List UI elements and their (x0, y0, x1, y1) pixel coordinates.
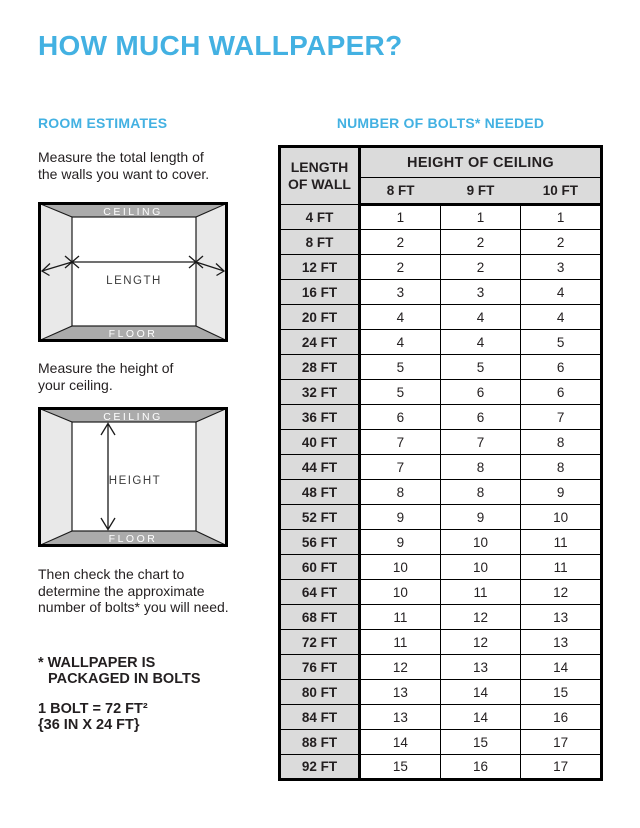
bolt-count-cell: 7 (360, 430, 441, 455)
instruction-line: number of bolts* you will need. (38, 599, 229, 615)
bolt-count-cell: 7 (360, 455, 441, 480)
wall-length-cell: 16 FT (280, 280, 360, 305)
bolt-count-cell: 14 (440, 705, 521, 730)
room-height-diagram (38, 407, 228, 547)
wall-length-cell: 20 FT (280, 305, 360, 330)
bolt-count-cell: 15 (521, 680, 602, 705)
bolt-count-cell: 8 (440, 455, 521, 480)
instruction-line: determine the approximate (38, 582, 205, 599)
bolt-count-cell: 12 (440, 605, 521, 630)
bolt-size-note (38, 701, 148, 733)
bolt-count-cell: 1 (440, 205, 521, 230)
table-row (280, 255, 602, 280)
bolt-count-cell: 8 (521, 455, 602, 480)
table-row (280, 680, 602, 705)
wall-length-cell: 84 FT (280, 705, 360, 730)
wall-length-cell: 28 FT (280, 355, 360, 380)
bolt-count-cell: 13 (521, 630, 602, 655)
bolt-count-cell: 4 (440, 305, 521, 330)
bolt-count-cell: 9 (360, 505, 441, 530)
instruction-line: Then check the chart to (38, 566, 185, 582)
bolt-count-cell: 17 (521, 730, 602, 755)
table-row (280, 605, 602, 630)
height-label: HEIGHT (108, 475, 162, 487)
bolt-count-cell: 5 (440, 355, 521, 380)
table-row (280, 205, 602, 230)
bolt-count-cell: 10 (440, 530, 521, 555)
table-row (280, 580, 602, 605)
bolts-needed-heading: NUMBER OF BOLTS* NEEDED (336, 115, 545, 131)
bolt-count-cell: 3 (360, 280, 441, 305)
floor-label: FLOOR (108, 533, 158, 545)
right-wall (196, 407, 228, 547)
instruction-line: the walls you want to cover. (38, 165, 210, 182)
bolt-count-cell: 6 (360, 405, 441, 430)
table-row (280, 380, 602, 405)
bolt-count-cell: 13 (360, 680, 441, 705)
bolt-count-cell: 6 (440, 380, 521, 405)
length-of-wall-header: LENGTH OF WALL (280, 147, 360, 205)
bolt-count-cell: 4 (440, 330, 521, 355)
wall-length-cell: 64 FT (280, 580, 360, 605)
table-row (280, 530, 602, 555)
instruction-line: Measure the height of (38, 360, 174, 376)
bolt-count-cell: 1 (521, 205, 602, 230)
bolts-needed-table (278, 145, 603, 781)
table-row (280, 480, 602, 505)
bolt-count-cell: 13 (440, 655, 521, 680)
table-row (280, 430, 602, 455)
ceiling-label: CEILING (103, 206, 163, 218)
wall-length-cell: 32 FT (280, 380, 360, 405)
wall-length-cell: 88 FT (280, 730, 360, 755)
bolt-count-cell: 11 (360, 605, 441, 630)
table-row (280, 330, 602, 355)
bolt-count-cell: 3 (521, 255, 602, 280)
bolt-count-cell: 7 (440, 430, 521, 455)
table-row (280, 730, 602, 755)
instruction-line: Measure the total length of (38, 149, 204, 165)
bolt-count-cell: 14 (440, 680, 521, 705)
room-estimates-heading: ROOM ESTIMATES (38, 115, 168, 131)
back-wall (72, 217, 196, 326)
bolt-count-cell: 13 (360, 705, 441, 730)
bolt-count-cell: 3 (440, 280, 521, 305)
footnote-line: * WALLPAPER IS (38, 655, 156, 671)
bolt-count-cell: 7 (521, 405, 602, 430)
bolt-count-cell: 9 (521, 480, 602, 505)
wall-length-cell: 92 FT (280, 755, 360, 780)
bolt-count-cell: 2 (440, 255, 521, 280)
wall-length-cell: 4 FT (280, 205, 360, 230)
wall-length-cell: 60 FT (280, 555, 360, 580)
bolt-count-cell: 4 (521, 305, 602, 330)
bolt-count-cell: 9 (440, 505, 521, 530)
wall-length-cell: 44 FT (280, 455, 360, 480)
bolt-count-cell: 5 (521, 330, 602, 355)
bolt-count-cell: 12 (360, 655, 441, 680)
bolt-count-cell: 11 (440, 580, 521, 605)
wallpaper-bolts-footnote (38, 655, 201, 687)
bolt-count-cell: 6 (521, 380, 602, 405)
bolt-count-cell: 12 (521, 580, 602, 605)
table-row (280, 405, 602, 430)
bolt-count-cell: 2 (521, 230, 602, 255)
bolt-count-cell: 2 (360, 255, 441, 280)
bolt-count-cell: 10 (360, 580, 441, 605)
wall-length-cell: 40 FT (280, 430, 360, 455)
bolt-count-cell: 15 (440, 730, 521, 755)
bolt-count-cell: 6 (440, 405, 521, 430)
bolt-count-cell: 13 (521, 605, 602, 630)
col-header-10ft: 10 FT (521, 178, 602, 205)
bolt-count-cell: 5 (360, 380, 441, 405)
wall-length-cell: 76 FT (280, 655, 360, 680)
table-row (280, 455, 602, 480)
bolt-count-cell: 8 (440, 480, 521, 505)
col-header-8ft: 8 FT (360, 178, 441, 205)
instruction-line: your ceiling. (38, 376, 113, 393)
wall-length-cell: 12 FT (280, 255, 360, 280)
table-row (280, 655, 602, 680)
table-header-row (280, 147, 602, 178)
page-title: HOW MUCH WALLPAPER? (38, 30, 403, 61)
footnote-line: PACKAGED IN BOLTS (48, 671, 201, 687)
bolt-dimensions: {36 IN X 24 FT} (38, 717, 140, 733)
wall-length-cell: 8 FT (280, 230, 360, 255)
bolts-table-body (280, 205, 602, 780)
left-wall (38, 407, 72, 547)
check-chart-instruction (38, 566, 229, 616)
room-length-diagram (38, 202, 228, 342)
bolt-count-cell: 6 (521, 355, 602, 380)
bolt-count-cell: 5 (360, 355, 441, 380)
bolt-count-cell: 1 (360, 205, 441, 230)
table-row (280, 280, 602, 305)
table-row (280, 355, 602, 380)
bolt-count-cell: 11 (521, 530, 602, 555)
bolt-equation: 1 BOLT = 72 FT² (38, 701, 148, 717)
bolt-count-cell: 8 (360, 480, 441, 505)
table-row (280, 755, 602, 780)
wall-length-cell: 52 FT (280, 505, 360, 530)
bolt-count-cell: 9 (360, 530, 441, 555)
measure-height-instruction (38, 360, 173, 393)
table-row (280, 555, 602, 580)
wall-length-cell: 72 FT (280, 630, 360, 655)
bolt-count-cell: 10 (440, 555, 521, 580)
bolt-count-cell: 15 (360, 755, 441, 780)
bolt-count-cell: 16 (521, 705, 602, 730)
bolt-count-cell: 14 (360, 730, 441, 755)
height-of-ceiling-header: HEIGHT OF CEILING (360, 147, 602, 178)
table-row (280, 505, 602, 530)
wall-length-cell: 24 FT (280, 330, 360, 355)
bolt-count-cell: 11 (360, 630, 441, 655)
bolt-count-cell: 4 (521, 280, 602, 305)
bolt-count-cell: 11 (521, 555, 602, 580)
bolt-count-cell: 4 (360, 305, 441, 330)
bolt-count-cell: 2 (440, 230, 521, 255)
bolt-count-cell: 2 (360, 230, 441, 255)
bolt-count-cell: 8 (521, 430, 602, 455)
bolt-count-cell: 12 (440, 630, 521, 655)
wall-length-cell: 56 FT (280, 530, 360, 555)
bolt-count-cell: 10 (360, 555, 441, 580)
measure-length-instruction (38, 149, 209, 182)
table-row (280, 630, 602, 655)
bolt-count-cell: 17 (521, 755, 602, 780)
wall-length-cell: 68 FT (280, 605, 360, 630)
length-label: LENGTH (106, 275, 162, 287)
table-row (280, 305, 602, 330)
wall-length-cell: 36 FT (280, 405, 360, 430)
wall-length-cell: 48 FT (280, 480, 360, 505)
bolt-count-cell: 10 (521, 505, 602, 530)
col-header-9ft: 9 FT (440, 178, 521, 205)
ceiling-label: CEILING (103, 411, 163, 423)
wall-length-cell: 80 FT (280, 680, 360, 705)
table-row (280, 705, 602, 730)
table-row (280, 230, 602, 255)
bolt-count-cell: 14 (521, 655, 602, 680)
floor-label: FLOOR (108, 328, 158, 340)
bolt-count-cell: 16 (440, 755, 521, 780)
bolt-count-cell: 4 (360, 330, 441, 355)
